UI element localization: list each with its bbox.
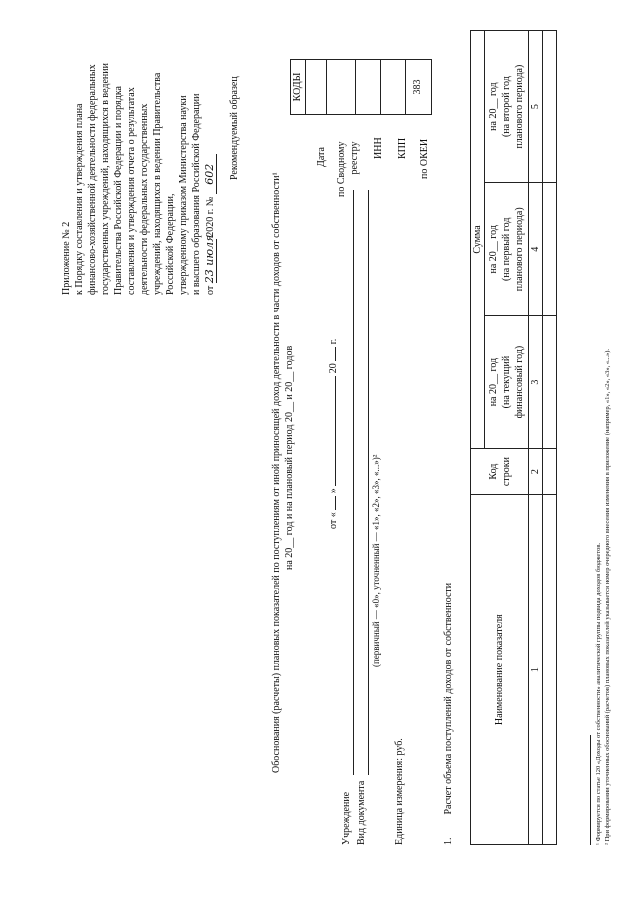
col-header-name: Наименование показателя: [471, 495, 529, 845]
order-year: 2020 г.: [205, 208, 216, 237]
appendix-order-line: [203, 63, 217, 295]
table-cell: [543, 495, 557, 845]
current-year-line1: на 20__ год: [488, 357, 499, 407]
col-header-first-plan-year: [485, 183, 529, 316]
appendix-line-9: утвержденному приказом Министерства науки: [178, 95, 189, 295]
doc-type-hint: (первичный — «0», уточненный — «1», «2», «3», «...»)²: [371, 454, 381, 667]
label-registry: [335, 142, 361, 197]
label-institution: Учреждение: [341, 791, 352, 845]
appendix-block: [60, 63, 217, 295]
appendix-line-4: Правительства Российской Федерации и порядка: [113, 86, 124, 295]
table-number-row: [529, 31, 543, 845]
col-num-1: 1: [529, 495, 543, 845]
label-registry-line1: по Сводному: [336, 141, 347, 197]
institution-line: [353, 190, 354, 775]
code-cell-date: [306, 60, 327, 114]
current-year-line2: (на текущий: [501, 355, 512, 409]
col-num-4: 4: [529, 183, 543, 316]
table-cell: [543, 183, 557, 316]
date-quote: »: [328, 488, 339, 494]
section-title: Расчет объема поступлений доходов от собственности: [443, 582, 454, 815]
table-cell: [543, 316, 557, 449]
second-plan-year-line3: планового периода): [514, 64, 525, 149]
code-cell-kpp: [381, 60, 406, 114]
handwritten-number: 602: [203, 154, 217, 194]
label-okei: по ОКЕИ: [419, 138, 430, 179]
doc-type-line: [368, 190, 369, 775]
footnote-separator: [590, 735, 591, 845]
table-cell: [543, 31, 557, 183]
first-plan-year-line1: на 20__ год: [488, 225, 499, 274]
second-plan-year-line2: (на второй год: [501, 76, 512, 138]
current-year-line3: финансовый год): [514, 345, 525, 419]
date-from: от «: [328, 512, 339, 529]
order-prefix: от: [205, 283, 216, 295]
col-header-sum: Сумма: [471, 31, 485, 449]
appendix-line-8: Российской Федерации,: [165, 193, 176, 295]
date-line: [327, 339, 340, 529]
code-cell-inn: [356, 60, 381, 114]
section-number: 1.: [443, 837, 454, 845]
col-num-3: 3: [529, 316, 543, 449]
col-num-2: 2: [529, 448, 543, 494]
col-num-5: 5: [529, 31, 543, 183]
first-plan-year-line3: планового периода): [514, 207, 525, 292]
recommended-sample: Рекомендуемый образец: [229, 76, 240, 180]
appendix-line-1: к Порядку составления и утверждения плана: [74, 103, 85, 295]
col-header-current-year: [485, 316, 529, 449]
date-year: 20: [328, 363, 339, 374]
date-suffix: г.: [328, 338, 339, 345]
unit-of-measure: Единица измерения: руб.: [394, 738, 405, 845]
appendix-line-10: и высшего образования Российской Федерации: [191, 93, 202, 295]
code-cell-registry: [327, 60, 356, 114]
col-header-code: [471, 448, 529, 494]
section-1-title: [442, 583, 455, 845]
footnote-2: ² При формировании уточненных обоснований (расчетов) плановых показателей указывается номер очередного внесения изменения в приложение (например, «1», «2», «3», «...»).: [604, 348, 611, 845]
table-header-row-1: [471, 31, 485, 845]
codes-table: [290, 59, 432, 115]
income-table: [470, 30, 557, 845]
table-row: [543, 31, 557, 845]
col-header-code-line1: Код: [487, 463, 499, 480]
appendix-line-7: учреждений, находящихся в ведении Правительства: [152, 72, 163, 295]
code-cell-okei: 383: [412, 79, 423, 95]
label-inn: ИНН: [373, 137, 384, 159]
appendix-line-6: деятельности федеральных государственных: [139, 103, 150, 295]
label-kpp: КПП: [397, 137, 408, 159]
appendix-line-5: составления и утверждения отчета о результатах: [126, 87, 137, 295]
order-number-sign: №: [205, 196, 216, 207]
label-doc-type: Вид документа: [356, 780, 367, 845]
footnote-1: ¹ Формируется по статье 120 «Доходы от собственности» аналитической группы подвида доходов бюджетов.: [595, 542, 602, 845]
first-plan-year-line2: (на первый год: [501, 217, 512, 281]
col-header-code-line2: строки: [500, 457, 512, 487]
table-cell: [543, 448, 557, 494]
document-title: Обоснования (расчеты) плановых показателей по поступлениям от иной приносящей доход деятельности в части доходов от собственности¹: [271, 172, 282, 773]
label-date: Дата: [316, 147, 327, 167]
label-registry-line2: реестру: [349, 141, 360, 175]
col-header-second-plan-year: [485, 31, 529, 183]
document-title-period: на 20__ год и на плановый период 20__ и 20__ годов: [284, 345, 295, 570]
codes-header: КОДЫ: [291, 60, 306, 114]
appendix-number: Приложение № 2: [61, 221, 72, 295]
handwritten-date: 23 июля: [203, 234, 216, 284]
second-plan-year-line1: на 20__ год: [488, 82, 499, 131]
appendix-line-3: государственных учреждений, находящихся в ведении: [100, 63, 111, 295]
appendix-line-2: финансово-хозяйственной деятельности федеральных: [87, 64, 98, 295]
